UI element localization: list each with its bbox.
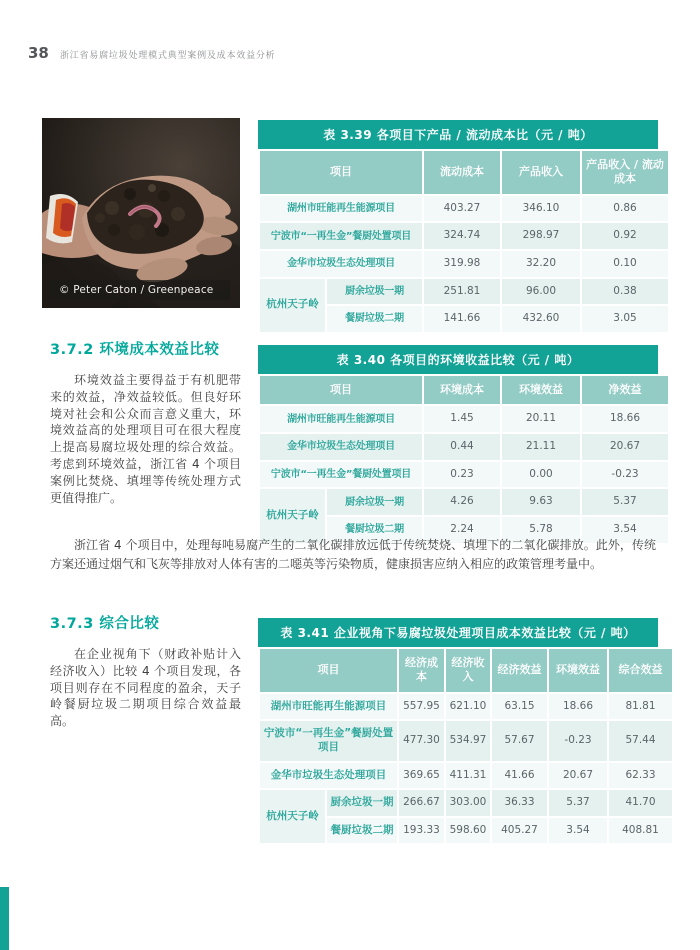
column-header: 经济成本 — [399, 649, 444, 692]
value-cell: 20.67 — [549, 763, 607, 789]
value-cell: 369.65 — [399, 763, 444, 789]
value-cell: 0.38 — [582, 279, 668, 305]
project-name-cell: 金华市垃圾生态处理项目 — [260, 251, 422, 277]
value-cell: 411.31 — [446, 763, 490, 789]
value-cell: 21.11 — [502, 434, 580, 460]
value-cell: 298.97 — [502, 223, 580, 249]
value-cell: 5.37 — [582, 489, 668, 515]
table-row — [260, 196, 668, 222]
page-header-title: 浙江省易腐垃圾处理模式典型案例及成本效益分析 — [59, 51, 276, 61]
value-cell: 303.00 — [446, 790, 490, 816]
value-cell: 2.24 — [424, 517, 500, 543]
project-name-cell: 湖州市旺能再生能源项目 — [260, 406, 422, 432]
value-cell: 0.44 — [424, 434, 500, 460]
table-row — [260, 721, 672, 760]
table-3-41 — [258, 618, 663, 845]
column-header: 净效益 — [582, 376, 668, 404]
value-cell: 193.33 — [399, 818, 444, 844]
column-header: 经济收入 — [446, 649, 490, 692]
project-group-cell: 杭州天子岭 — [260, 790, 325, 843]
value-cell: 598.60 — [446, 818, 490, 844]
project-name-cell: 厨余垃圾一期 — [327, 790, 397, 816]
value-cell: 403.27 — [424, 196, 500, 222]
column-header: 环境成本 — [424, 376, 500, 404]
table-row — [260, 694, 672, 720]
table-row — [260, 790, 672, 816]
column-header: 经济效益 — [492, 649, 547, 692]
column-header: 项目 — [260, 376, 422, 404]
table-title: 表 3.39 各项目下产品 / 流动成本比（元 / 吨） — [258, 120, 658, 149]
table-row — [260, 462, 668, 488]
table-3-39 — [258, 120, 664, 334]
project-name-cell: 宁波市“一再生金”餐厨处置项目 — [260, 721, 397, 760]
value-cell: 408.81 — [609, 818, 672, 844]
compost-photo — [42, 118, 240, 308]
value-cell: 0.10 — [582, 251, 668, 277]
column-header: 流动成本 — [424, 151, 500, 194]
table-title: 表 3.40 各项目的环境收益比较（元 / 吨） — [258, 345, 658, 374]
data-table — [258, 374, 670, 545]
project-name-cell: 餐厨垃圾二期 — [327, 306, 422, 332]
table-title: 表 3.41 企业视角下易腐垃圾处理项目成本效益比较（元 / 吨） — [258, 618, 658, 647]
value-cell: 81.81 — [609, 694, 672, 720]
column-header: 环境效益 — [502, 376, 580, 404]
section-heading-3-7-2: 3.7.2 环境成本效益比较 — [50, 342, 220, 358]
value-cell: 0.86 — [582, 196, 668, 222]
project-name-cell: 厨余垃圾一期 — [327, 279, 422, 305]
value-cell: 96.00 — [502, 279, 580, 305]
value-cell: 251.81 — [424, 279, 500, 305]
table-row — [260, 279, 668, 305]
section-body-3-7-2: 环境效益主要得益于有机肥带来的效益，净效益较低。但良好环境对社会和公众而言意义重大，环境效益高的处理项目可在很大程度上提高易腐垃圾处理的综合效益。考虑到环境效益，浙江省 4 个项目案例比焚烧、填埋等传统处理方式更值得推广。 — [50, 373, 241, 505]
column-header: 项目 — [260, 649, 397, 692]
column-header: 产品收入 — [502, 151, 580, 194]
value-cell: 62.33 — [609, 763, 672, 789]
column-header: 综合效益 — [609, 649, 672, 692]
table-row — [260, 406, 668, 432]
table-row — [260, 434, 668, 460]
value-cell: 18.66 — [549, 694, 607, 720]
value-cell: 3.54 — [582, 517, 668, 543]
value-cell: 57.44 — [609, 721, 672, 760]
value-cell: 477.30 — [399, 721, 444, 760]
project-name-cell: 湖州市旺能再生能源项目 — [260, 694, 397, 720]
value-cell: 0.00 — [502, 462, 580, 488]
value-cell: 18.66 — [582, 406, 668, 432]
value-cell: 5.78 — [502, 517, 580, 543]
value-cell: 32.20 — [502, 251, 580, 277]
value-cell: 4.26 — [424, 489, 500, 515]
column-header: 产品收入 / 流动成本 — [582, 151, 668, 194]
value-cell: 346.10 — [502, 196, 580, 222]
table-header-row — [260, 151, 668, 194]
value-cell: 319.98 — [424, 251, 500, 277]
project-name-cell: 宁波市“一再生金”餐厨处置项目 — [260, 223, 422, 249]
project-name-cell: 餐厨垃圾二期 — [327, 517, 422, 543]
table-row — [260, 223, 668, 249]
column-header: 环境效益 — [549, 649, 607, 692]
page-edge-marker — [0, 887, 9, 950]
project-name-cell: 湖州市旺能再生能源项目 — [260, 196, 422, 222]
value-cell: 3.54 — [549, 818, 607, 844]
page-number: 38 — [28, 44, 49, 62]
value-cell: 41.66 — [492, 763, 547, 789]
value-cell: 36.33 — [492, 790, 547, 816]
value-cell: 324.74 — [424, 223, 500, 249]
page-header — [28, 44, 275, 62]
value-cell: 20.11 — [502, 406, 580, 432]
value-cell: 3.05 — [582, 306, 668, 332]
section-body-3-7-3: 在企业视角下（财政补贴计入经济收入）比较 4 个项目发现，各项目则存在不同程度的盈余，天子岭餐厨垃圾二期项目综合效益最高。 — [50, 647, 241, 729]
value-cell: 57.67 — [492, 721, 547, 760]
value-cell: 63.15 — [492, 694, 547, 720]
value-cell: 621.10 — [446, 694, 490, 720]
value-cell: 0.23 — [424, 462, 500, 488]
table-row — [260, 251, 668, 277]
value-cell: 405.27 — [492, 818, 547, 844]
table-3-40 — [258, 345, 658, 545]
column-header: 项目 — [260, 151, 422, 194]
value-cell: 20.67 — [582, 434, 668, 460]
table-header-row — [260, 649, 672, 692]
value-cell: -0.23 — [582, 462, 668, 488]
value-cell: 5.37 — [549, 790, 607, 816]
value-cell: 0.92 — [582, 223, 668, 249]
value-cell: 1.45 — [424, 406, 500, 432]
value-cell: 9.63 — [502, 489, 580, 515]
mid-paragraph: 浙江省 4 个项目中，处理每吨易腐产生的二氧化碳排放远低于传统焚烧、填埋下的二氧化碳排放。此外，传统方案还通过烟气和飞灰等排放对人体有害的二噁英等污染物质，健康损害应纳入相应的政策管理考量中。 — [50, 538, 656, 571]
value-cell: 432.60 — [502, 306, 580, 332]
project-group-cell: 杭州天子岭 — [260, 489, 325, 542]
project-name-cell: 餐厨垃圾二期 — [327, 818, 397, 844]
project-name-cell: 金华市垃圾生态处理项目 — [260, 434, 422, 460]
data-table — [258, 647, 674, 845]
value-cell: 141.66 — [424, 306, 500, 332]
project-name-cell: 金华市垃圾生态处理项目 — [260, 763, 397, 789]
project-name-cell: 宁波市“一再生金”餐厨处置项目 — [260, 462, 422, 488]
value-cell: 266.67 — [399, 790, 444, 816]
section-heading-3-7-3: 3.7.3 综合比较 — [50, 616, 160, 632]
value-cell: -0.23 — [549, 721, 607, 760]
project-group-cell: 杭州天子岭 — [260, 279, 325, 332]
table-header-row — [260, 376, 668, 404]
table-row — [260, 763, 672, 789]
project-name-cell: 厨余垃圾一期 — [327, 489, 422, 515]
table-row — [260, 489, 668, 515]
value-cell: 557.95 — [399, 694, 444, 720]
data-table — [258, 149, 670, 334]
photo-credit: © Peter Caton / Greenpeace — [50, 280, 230, 300]
value-cell: 534.97 — [446, 721, 490, 760]
value-cell: 41.70 — [609, 790, 672, 816]
